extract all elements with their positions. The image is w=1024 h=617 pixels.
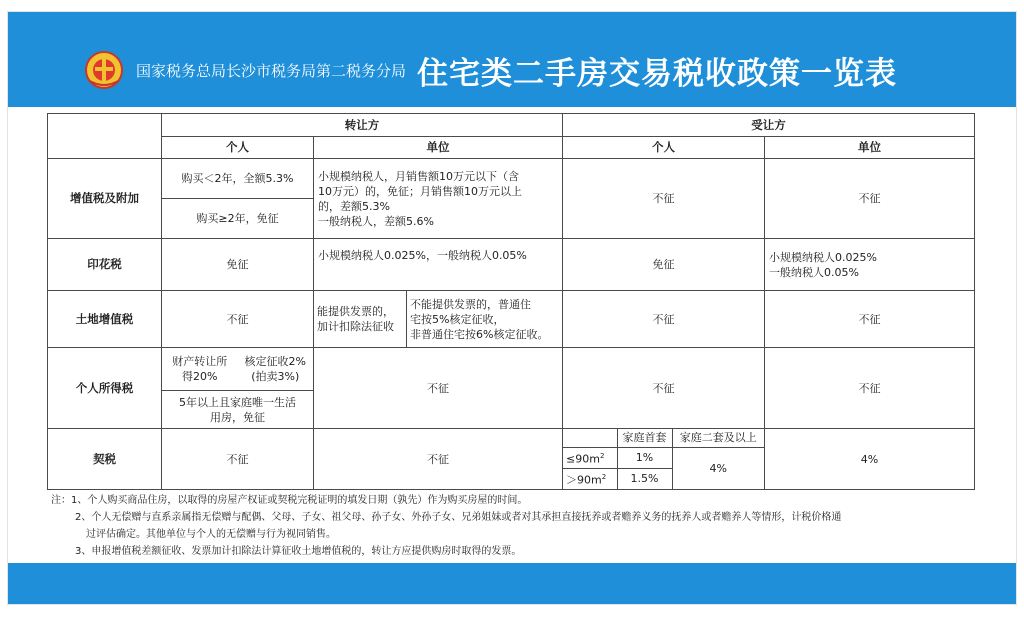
income-ind-assessed (238, 348, 314, 390)
row-label-vat: 增值税及附加 (48, 159, 162, 239)
deed-area-sup: 2 (599, 451, 605, 460)
deed-buyer-ind (563, 429, 765, 490)
deed-unit: 不征 (314, 429, 563, 490)
deed-small-rate: 1% (617, 447, 672, 468)
org-name: 国家税务总局长沙市税务局第二税务分局 (136, 62, 407, 80)
income-ind-exempt (162, 391, 314, 429)
land-invoice-line: 加计扣除法征收 (317, 320, 394, 333)
deed-ind: 不征 (162, 429, 314, 490)
row-label-income: 个人所得税 (48, 348, 162, 429)
subhead-seller-unit: 单位 (314, 137, 563, 159)
group-transferee: 受让方 (563, 114, 975, 137)
deed-buyer-unit: 4% (765, 429, 975, 490)
stamp-buyer-unit-line: 小规模纳税人0.025% (769, 250, 877, 264)
note-3: 3、申报增值税差额征收、发票加计扣除法计算征收土地增值税的，转让方应提供购房时取得的发票。 (75, 546, 522, 557)
income-assessed-line: 核定征收2% (244, 355, 306, 368)
group-transferor: 转让方 (162, 114, 563, 137)
deed-small-area (563, 447, 617, 468)
vat-ind-short: 购买＜2年，全额5.3% (162, 159, 314, 199)
income-transfer-line: 得20% (182, 370, 218, 383)
stamp-buyer-ind: 免征 (563, 239, 765, 291)
subhead-seller-individual: 个人 (162, 137, 314, 159)
deed-large-rate: 1.5% (617, 468, 672, 489)
deed-empty-corner (563, 429, 617, 447)
vat-unit-line: 小规模纳税人，月销售额10万元以下（含 (318, 169, 519, 183)
note-2: 2、个人无偿赠与直系亲属指无偿赠与配偶、父母、子女、祖父母、孙子女、外孙子女、兄弟姐妹或者对其承担直接抚养或者赡养义务的抚养人或者赡养人等情形，计税价格通 (75, 512, 842, 523)
income-assessed-line: (拍卖3%) (251, 370, 300, 383)
vat-unit-line: 10万元）的，免征；月销售额10万元以上 (318, 184, 522, 198)
land-ind: 不征 (162, 291, 314, 348)
deed-small-area-text: ≤90m (566, 452, 600, 466)
land-noinvoice-line: 宅按5%核定征收， (410, 312, 505, 326)
deed-second-home: 家庭二套及以上 (672, 429, 764, 447)
income-ind-rate (162, 348, 314, 391)
note-1: 注：1、个人购买商品住房，以取得的房屋产权证或契税完税证明的填发日期（孰先）作为购买房屋的时间。 (51, 495, 528, 506)
land-noinvoice-line: 不能提供发票的，普通住 (410, 297, 531, 311)
vat-buyer-ind: 不征 (563, 159, 765, 239)
vat-ind-long: 购买≥2年，免征 (162, 199, 314, 239)
note-2-continued: 过评估确定。其他单位与个人的无偿赠与行为视同销售。 (86, 529, 336, 540)
stamp-buyer-unit-line: 一般纳税人0.05% (769, 265, 859, 279)
deed-first-home: 家庭首套 (617, 429, 672, 447)
deed-large-area (563, 468, 617, 489)
stamp-ind: 免征 (162, 239, 314, 291)
tax-emblem-icon (82, 50, 126, 90)
subhead-buyer-individual: 个人 (563, 137, 765, 159)
income-transfer-line: 财产转让所 (172, 355, 228, 368)
footer-band (8, 563, 1016, 604)
vat-unit-line: 的，差额5.3% (318, 199, 390, 213)
income-exempt-line: 用房，免征 (210, 410, 265, 424)
land-buyer-unit: 不征 (765, 291, 975, 348)
income-unit: 不征 (314, 348, 563, 429)
vat-buyer-unit: 不征 (765, 159, 975, 239)
income-ind-transfer (162, 348, 238, 390)
notes-block (51, 492, 981, 560)
stamp-unit: 小规模纳税人0.025%，一般纳税人0.05% (314, 239, 563, 291)
vat-unit-line: 一般纳税人，差额5.6% (318, 214, 434, 228)
land-invoice-line: 能提供发票的， (317, 305, 394, 318)
tax-policy-table (47, 113, 975, 490)
land-buyer-ind: 不征 (563, 291, 765, 348)
deed-second-rate: 4% (672, 447, 764, 489)
land-noinvoice-line: 非普通住宅按6%核定征收。 (410, 327, 549, 341)
land-unit-no-invoice (407, 291, 563, 347)
deed-large-area-text: ＞90m (566, 473, 602, 487)
land-unit-invoice (314, 291, 407, 347)
row-label-land: 土地增值税 (48, 291, 162, 348)
stamp-buyer-unit (765, 239, 975, 291)
land-unit (314, 291, 563, 348)
row-label-deed: 契税 (48, 429, 162, 490)
subhead-buyer-unit: 单位 (765, 137, 975, 159)
deed-area-sup: 2 (601, 472, 607, 481)
row-label-stamp: 印花税 (48, 239, 162, 291)
income-exempt-line: 5年以上且家庭唯一生活 (179, 395, 296, 409)
income-buyer-ind: 不征 (563, 348, 765, 429)
corner-cell (48, 114, 162, 159)
page-title: 住宅类二手房交易税收政策一览表 (417, 56, 897, 92)
vat-unit (314, 159, 563, 239)
income-buyer-unit: 不征 (765, 348, 975, 429)
